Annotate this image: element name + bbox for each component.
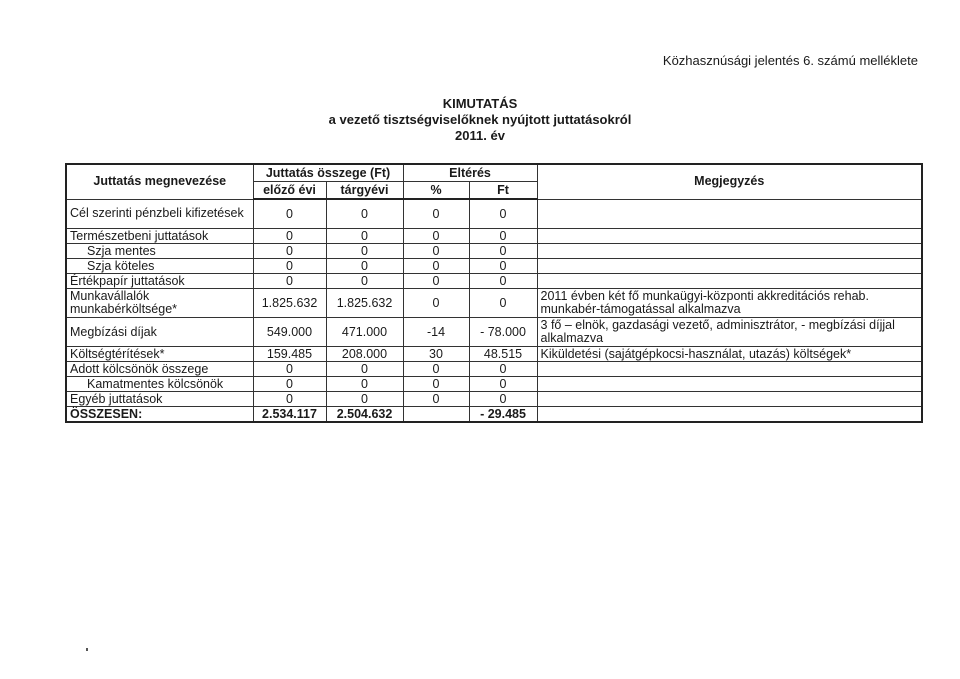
row-prev: 0 [253, 392, 326, 407]
row-pct: 30 [403, 347, 469, 362]
row-curr: 0 [326, 259, 403, 274]
row-ft: 0 [469, 244, 537, 259]
row-label: Költségtérítések* [66, 347, 253, 362]
total-note [537, 407, 922, 423]
row-ft: 0 [469, 229, 537, 244]
row-note: Kiküldetési (sajátgépkocsi-használat, utazás) költségek* [537, 347, 922, 362]
row-ft: 0 [469, 392, 537, 407]
row-prev: 0 [253, 274, 326, 289]
row-prev: 0 [253, 362, 326, 377]
annex-note: Közhasznúsági jelentés 6. számú melléklete [662, 53, 918, 68]
row-curr: 0 [326, 362, 403, 377]
row-label: Értékpapír juttatások [66, 274, 253, 289]
header-sum-group: Juttatás összege (Ft) [253, 164, 403, 182]
total-row [66, 407, 922, 423]
table-row [66, 347, 922, 362]
report-title [0, 96, 960, 144]
row-label: Megbízási díjak [66, 318, 253, 347]
table-row [66, 362, 922, 377]
table-row [66, 199, 922, 229]
row-label: Cél szerinti pénzbeli kifizetések [66, 199, 253, 229]
row-pct: 0 [403, 259, 469, 274]
total-curr: 2.504.632 [326, 407, 403, 423]
row-curr: 0 [326, 392, 403, 407]
row-label: Szja köteles [66, 259, 253, 274]
header-note: Megjegyzés [537, 164, 922, 199]
table-row [66, 229, 922, 244]
row-ft: 0 [469, 362, 537, 377]
row-pct: 0 [403, 362, 469, 377]
row-curr: 0 [326, 274, 403, 289]
row-ft: 0 [469, 274, 537, 289]
row-note [537, 199, 922, 229]
row-ft: 0 [469, 259, 537, 274]
row-prev: 549.000 [253, 318, 326, 347]
row-note [537, 229, 922, 244]
table-row [66, 392, 922, 407]
row-curr: 1.825.632 [326, 289, 403, 318]
row-pct: 0 [403, 392, 469, 407]
row-note [537, 377, 922, 392]
scan-speck [86, 648, 88, 651]
row-note: 3 fő – elnök, gazdasági vezető, adminisztrátor, - megbízási díjjal alkalmazva [537, 318, 922, 347]
row-pct: 0 [403, 377, 469, 392]
header-percent: % [403, 182, 469, 200]
row-pct: -14 [403, 318, 469, 347]
row-prev: 0 [253, 377, 326, 392]
row-note [537, 244, 922, 259]
row-pct: 0 [403, 274, 469, 289]
row-note: 2011 évben két fő munkaügyi-központi akkreditációs rehab. munkabér-támogatással alkalmazva [537, 289, 922, 318]
row-prev: 0 [253, 199, 326, 229]
header-ft: Ft [469, 182, 537, 200]
table-row [66, 377, 922, 392]
benefits-table [65, 163, 923, 423]
title-line-1: KIMUTATÁS [442, 96, 518, 111]
total-prev: 2.534.117 [253, 407, 326, 423]
row-prev: 159.485 [253, 347, 326, 362]
header-current-year: tárgyévi [326, 182, 403, 200]
row-prev: 0 [253, 244, 326, 259]
table-row [66, 274, 922, 289]
row-pct: 0 [403, 289, 469, 318]
row-pct: 0 [403, 199, 469, 229]
row-label: Kamatmentes kölcsönök [66, 377, 253, 392]
table-row [66, 318, 922, 347]
header-diff-group: Eltérés [403, 164, 537, 182]
row-curr: 0 [326, 199, 403, 229]
total-ft: - 29.485 [469, 407, 537, 423]
row-pct: 0 [403, 229, 469, 244]
row-label: Munkavállalók munkabérköltsége* [66, 289, 253, 318]
row-pct: 0 [403, 244, 469, 259]
title-line-3: 2011. év [455, 128, 505, 143]
row-label: Adott kölcsönök összege [66, 362, 253, 377]
row-label: Szja mentes [66, 244, 253, 259]
table-row [66, 289, 922, 318]
header-name: Juttatás megnevezése [66, 164, 253, 199]
row-curr: 471.000 [326, 318, 403, 347]
row-ft: - 78.000 [469, 318, 537, 347]
row-note [537, 274, 922, 289]
row-ft: 0 [469, 289, 537, 318]
row-label: Természetbeni juttatások [66, 229, 253, 244]
table-row [66, 259, 922, 274]
row-prev: 0 [253, 259, 326, 274]
row-note [537, 362, 922, 377]
row-curr: 0 [326, 244, 403, 259]
table-row [66, 244, 922, 259]
total-pct [403, 407, 469, 423]
row-note [537, 392, 922, 407]
total-label: ÖSSZESEN: [66, 407, 253, 423]
row-note [537, 259, 922, 274]
header-prev-year: előző évi [253, 182, 326, 200]
row-label: Egyéb juttatások [66, 392, 253, 407]
row-ft: 0 [469, 377, 537, 392]
row-curr: 0 [326, 377, 403, 392]
row-ft: 48.515 [469, 347, 537, 362]
title-line-2: a vezető tisztségviselőknek nyújtott juttatásokról [328, 112, 632, 127]
row-prev: 0 [253, 229, 326, 244]
row-ft: 0 [469, 199, 537, 229]
header-row-1 [66, 164, 922, 182]
row-curr: 0 [326, 229, 403, 244]
row-curr: 208.000 [326, 347, 403, 362]
row-prev: 1.825.632 [253, 289, 326, 318]
